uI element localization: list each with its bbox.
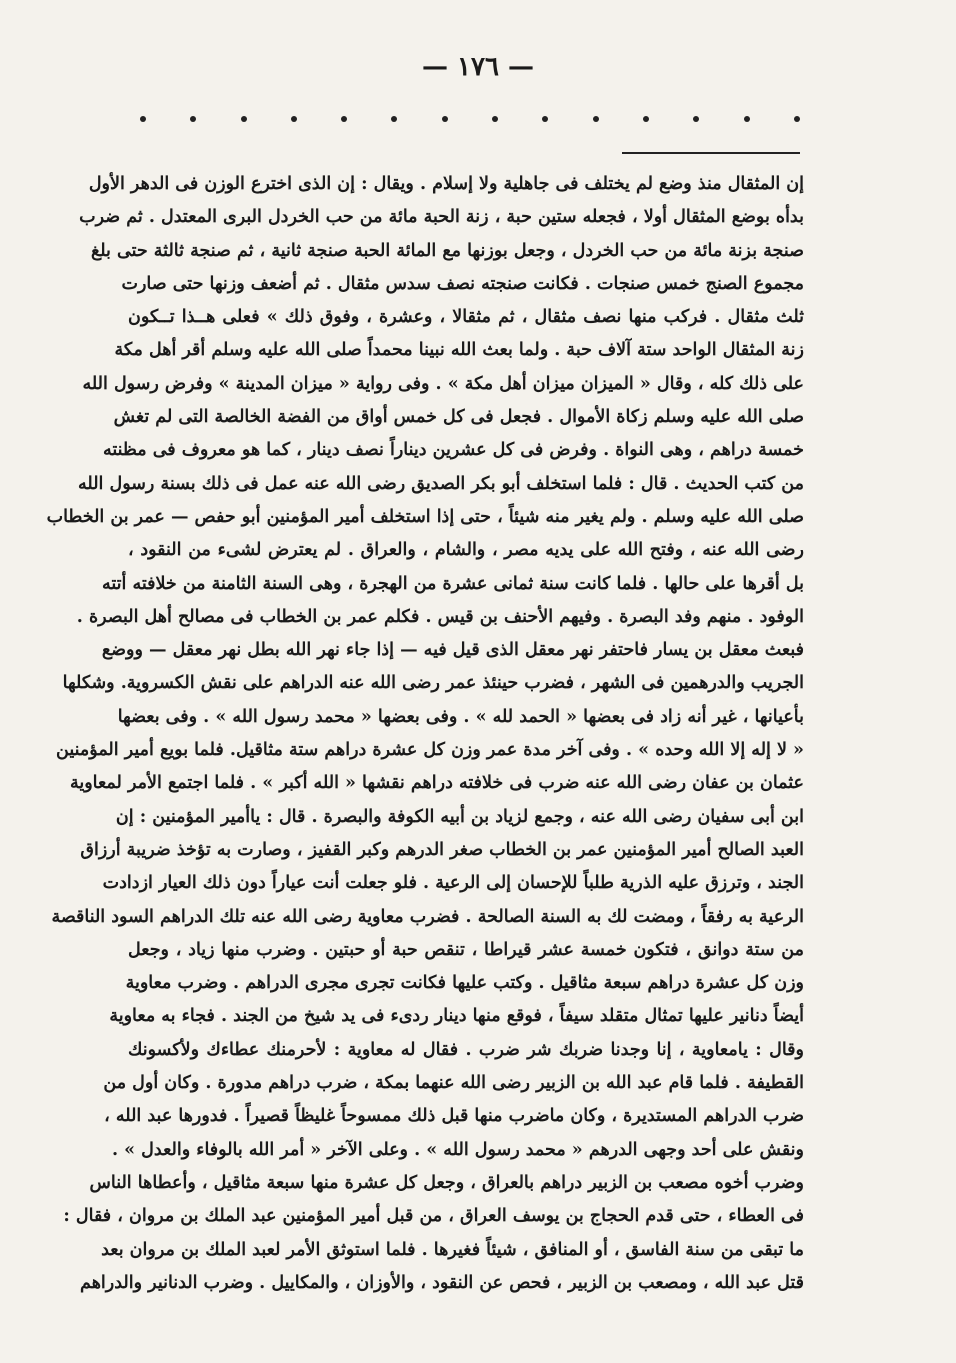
text-line: ابن أبى سفيان رضى الله عنه ، وجمع لزياد بن أبيه الكوفة والبصرة . قال : ياأمير المؤمنين : إن bbox=[115, 806, 804, 827]
separator-dot bbox=[593, 116, 599, 122]
separator-dot bbox=[693, 116, 699, 122]
text-line: رضى الله عنه ، وفتح الله على يديه مصر ، والشام ، والعراق . لم يعترض لشىء من النقود ، bbox=[128, 540, 804, 561]
header-rule bbox=[622, 152, 800, 154]
separator-dot bbox=[492, 116, 498, 122]
text-line: وقال : يامعاوية ، إنا وجدنا ضربك شر ضرب . فقال له معاوية : لأحرمنك عطاءك ولأكسونك bbox=[128, 1039, 804, 1060]
text-line: الجريب والدرهمين فى الشهر ، فضرب حينئذ عمر رضى الله عنه الدراهم على نقش الكسروية. وشكلها bbox=[62, 673, 804, 694]
text-line: ثلث مثقال . فركب منها نصف مثقال ، ثم مثقالا ، وعشرة ، وفوق ذلك » فعلى هــذا تــكون bbox=[128, 307, 804, 328]
text-line: صنجة بزنة مائة من حب الخردل ، وجعل بوزنها مع المائة الحبة صنجة ثانية ، ثم صنجة ثالثة حتى بلغ bbox=[90, 240, 804, 261]
text-line: الرعية به رفقاً ، ومضت لك به السنة الصالحة . فضرب معاوية رضى الله عنه تلك الدراهم السود الناقصة bbox=[51, 906, 804, 927]
text-line: بل أقرها على حالها . فلما كانت سنة ثمانى عشرة من الهجرة ، وهى السنة الثامنة من خلافته أتته bbox=[101, 573, 804, 594]
separator-dot bbox=[794, 116, 800, 122]
dot-separator-row bbox=[140, 116, 800, 122]
text-line: من كتب الحديث . قال : فلما استخلف أبو بكر الصديق رضى الله عنه عمل فى ذلك بسنة رسول الله bbox=[78, 473, 804, 494]
separator-dot bbox=[542, 116, 548, 122]
text-line: بدأه بوضع المثقال أولا ، فجعله ستين حبة ، زنة الحبة مائة من حب الخردل البرى المعتدل . ثم ضرب bbox=[79, 207, 804, 228]
text-line: صلى الله عليه وسلم . ولم يغير منه شيئاً ، حتى إذا استخلف أمير المؤمنين أبو حفص — عمر بن الخطاب bbox=[46, 506, 804, 527]
text-line: عثمان بن عفان رضى الله عنه ضرب فى خلافته دراهم نقشها « الله أكبر » . فلما اجتمع الأمر لمعاوية bbox=[69, 773, 804, 794]
separator-dot bbox=[643, 116, 649, 122]
text-line: إن المثقال منذ وضع لم يختلف فى جاهلية ولا إسلام . ويقال : إن الذى اخترع الوزن فى الدهر الأول bbox=[88, 174, 804, 194]
body-text bbox=[46, 168, 804, 1300]
separator-dot bbox=[190, 116, 196, 122]
text-line: خمسة دراهم ، وهى النواة . وفرض فى كل عشرين ديناراً نصف دينار ، كما هو معروف فى مظنته bbox=[102, 440, 804, 461]
text-line: وضرب أخوه مصعب بن الزبير دراهم بالعراق ، وجعل كل عشرة منها سبعة مثاقيل ، وأعطاها الناس bbox=[89, 1172, 804, 1193]
text-line: ما تبقى من سنة الفاسق ، أو المنافق ، شيئاً فغيرها . فلما استوثق الأمر لعبد الملك بن مروان بعد bbox=[101, 1239, 804, 1260]
text-line: قتل عبد الله ، ومصعب بن الزبير ، فحص عن النقود ، والأوزان ، والمكاييل . وضرب الدنانير والدراهم bbox=[80, 1272, 804, 1293]
text-line: العبد الصالح أمير المؤمنين عمر بن الخطاب صغر الدرهم وكبر القفيز ، وصارت به تؤخذ ضريبة أرزاق bbox=[80, 839, 804, 860]
text-line: فى العطاء ، حتى قدم الحجاج بن يوسف العراق ، من قبل أمير المؤمنين عبد الملك بن مروان ، فقال : bbox=[63, 1206, 804, 1227]
text-line: وزن كل عشرة دراهم سبعة مثاقيل . وكتب عليها فكانت تجرى مجرى الدراهم . وضرب معاوية bbox=[125, 973, 804, 994]
text-line: الجند ، وترزق عليه الذرية طلباً للإحسان إلى الرعية . فلو جعلت أنت عياراً دون ذلك العيار ازدادت bbox=[102, 873, 804, 894]
text-line: ونقش على أحد وجهى الدرهم « محمد رسول الله » . وعلى الآخر « أمر الله بالوفاء والعدل » . bbox=[111, 1139, 804, 1160]
text-line: ضرب الدراهم المستديرة ، وكان ماضرب منها قبل ذلك ممسوحاً غليظاً قصيراً . فدورها عبد الله ، bbox=[104, 1106, 804, 1127]
text-line: الوفود . منهم وفد البصرة . وفيهم الأحنف بن قيس . فكلم عمر بن الخطاب فى مصالح أهل البصرة . bbox=[76, 606, 804, 627]
text-line: من ستة دوانق ، فتكون خمسة عشر قيراطا ، تنقص حبة أو حبتين . وضرب منها زياد ، وجعل bbox=[128, 939, 804, 960]
text-line: صلى الله عليه وسلم زكاة الأموال . فجعل فى كل خمس أواق من الفضة الخالصة التى لم تغش bbox=[113, 407, 804, 428]
separator-dot bbox=[241, 116, 247, 122]
separator-dot bbox=[140, 116, 146, 122]
page-number: — ١٧٦ — bbox=[421, 52, 535, 82]
text-line: زنة المثقال الواحد ستة آلاف حبة . ولما بعث الله نبينا محمداً صلى الله عليه وسلم أقر أهل مكة bbox=[114, 340, 804, 361]
text-line: أيضاً دنانير عليها تمثال متقلد سيفاً ، فوقع منها دينار ردىء فى يد شيخ من الجند . فجاء به معاوية bbox=[109, 1006, 804, 1027]
separator-dot bbox=[341, 116, 347, 122]
text-line: على ذلك كله ، وقال « الميزان ميزان أهل مكة » . وفى رواية « ميزان المدينة » وفرض رسول الله bbox=[82, 373, 804, 394]
text-line: فبعث معقل بن يسار فاحتفر نهر معقل الذى قيل فيه — إذا جاء نهر الله بطل نهر معقل — ووضع bbox=[101, 640, 804, 661]
separator-dot bbox=[442, 116, 448, 122]
text-line: « لا إله إلا الله وحده » . وفى آخر مدة عمر وزن كل عشرة دراهم ستة مثاقيل. فلما بويع أمير المؤمنين bbox=[56, 740, 804, 761]
separator-dot bbox=[291, 116, 297, 122]
separator-dot bbox=[744, 116, 750, 122]
separator-dot bbox=[391, 116, 397, 122]
text-line: القطيفة . فلما قام عبد الله بن الزبير رضى الله عنهما بمكة ، ضرب دراهم مدورة . وكان أول من bbox=[103, 1073, 804, 1094]
text-line: بأعيانها ، غير أنه زاد فى بعضها « الحمد لله » . وفى بعضها « محمد رسول الله » . وفى بعضها bbox=[117, 706, 804, 727]
text-line: مجموع الصنج خمس صنجات . فكانت صنجته نصف سدس مثقال . ثم أضعف وزنها حتى صارت bbox=[121, 273, 804, 294]
